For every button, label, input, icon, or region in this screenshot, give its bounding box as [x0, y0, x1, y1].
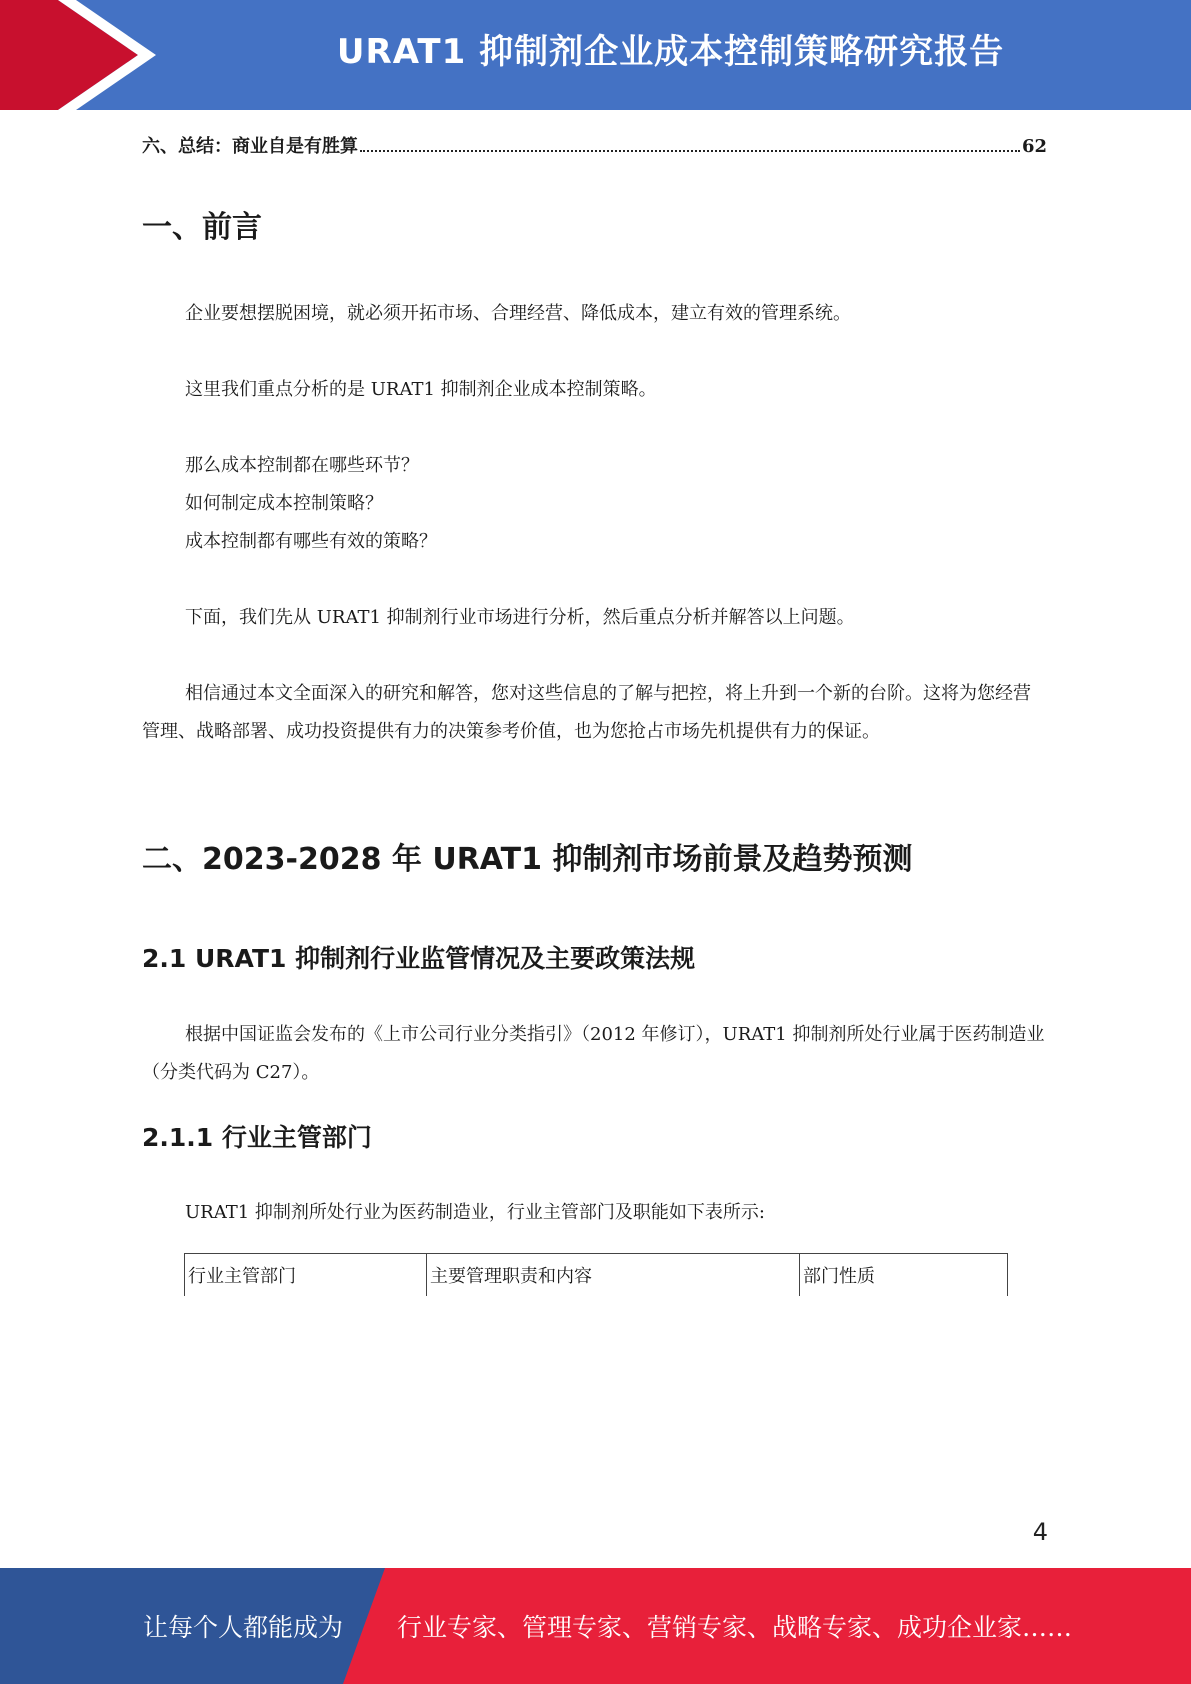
toc-entry[interactable] — [142, 132, 1047, 158]
subsection-heading-2-1: 2.1 URAT1 抑制剂行业监管情况及主要政策法规 — [142, 944, 696, 973]
preface-question-1: 那么成本控制都在哪些环节？ — [185, 455, 419, 476]
preface-paragraph-3: 下面，我们先从 URAT1 抑制剂行业市场进行分析，然后重点分析并解答以上问题。 — [185, 607, 855, 628]
preface-paragraph-2: 这里我们重点分析的是 URAT1 抑制剂企业成本控制策略。 — [185, 379, 657, 400]
table-header-nature: 部门性质 — [800, 1254, 1008, 1297]
table-header-row — [185, 1254, 1008, 1297]
footer-slogan-left: 让每个人都能成为 — [143, 1613, 344, 1642]
section-heading-market-outlook: 二、2023-2028 年 URAT1 抑制剂市场前景及趋势预测 — [142, 842, 913, 877]
preface-question-2: 如何制定成本控制策略？ — [185, 493, 383, 514]
page-number: 4 — [1032, 1518, 1048, 1546]
toc-entry-text: 六、总结：商业自是有胜算 — [142, 136, 358, 157]
page-footer — [0, 1568, 1191, 1684]
toc-leader-dots — [360, 150, 1020, 152]
preface-paragraph-4: 相信通过本文全面深入的研究和解答，您对这些信息的了解与把控，将上升到一个新的台阶。这将为您经营管理、战略部署、成功投资提供有力的决策参考价值，也为您抢占市场先机提供有力的保证。 — [142, 683, 1031, 742]
preface-paragraph-1: 企业要想摆脱困境，就必须开拓市场、合理经营、降低成本，建立有效的管理系统。 — [185, 303, 851, 324]
footer-slogan-right: 行业专家、管理专家、营销专家、战略专家、成功企业家…… — [397, 1613, 1073, 1642]
subsection-heading-2-1-1: 2.1.1 行业主管部门 — [142, 1123, 372, 1152]
table-header-duties: 主要管理职责和内容 — [427, 1254, 800, 1297]
subsection-2-1-paragraph: 根据中国证监会发布的《上市公司行业分类指引》（2012 年修订），URAT1 抑制剂所处行业属于医药制造业（分类代码为 C27）。 — [142, 1024, 1045, 1083]
preface-question-3: 成本控制都有哪些有效的策略？ — [185, 531, 437, 552]
section-heading-preface: 一、前言 — [142, 210, 262, 245]
report-title: URAT1 抑制剂企业成本控制策略研究报告 — [336, 32, 1005, 72]
table-header-department: 行业主管部门 — [185, 1254, 427, 1297]
toc-entry-page: 62 — [1021, 136, 1047, 157]
page-header — [0, 0, 1191, 110]
department-table — [184, 1253, 1008, 1296]
subsection-2-1-1-paragraph: URAT1 抑制剂所处行业为医药制造业，行业主管部门及职能如下表所示: — [185, 1202, 765, 1223]
page-content — [142, 110, 1047, 1287]
